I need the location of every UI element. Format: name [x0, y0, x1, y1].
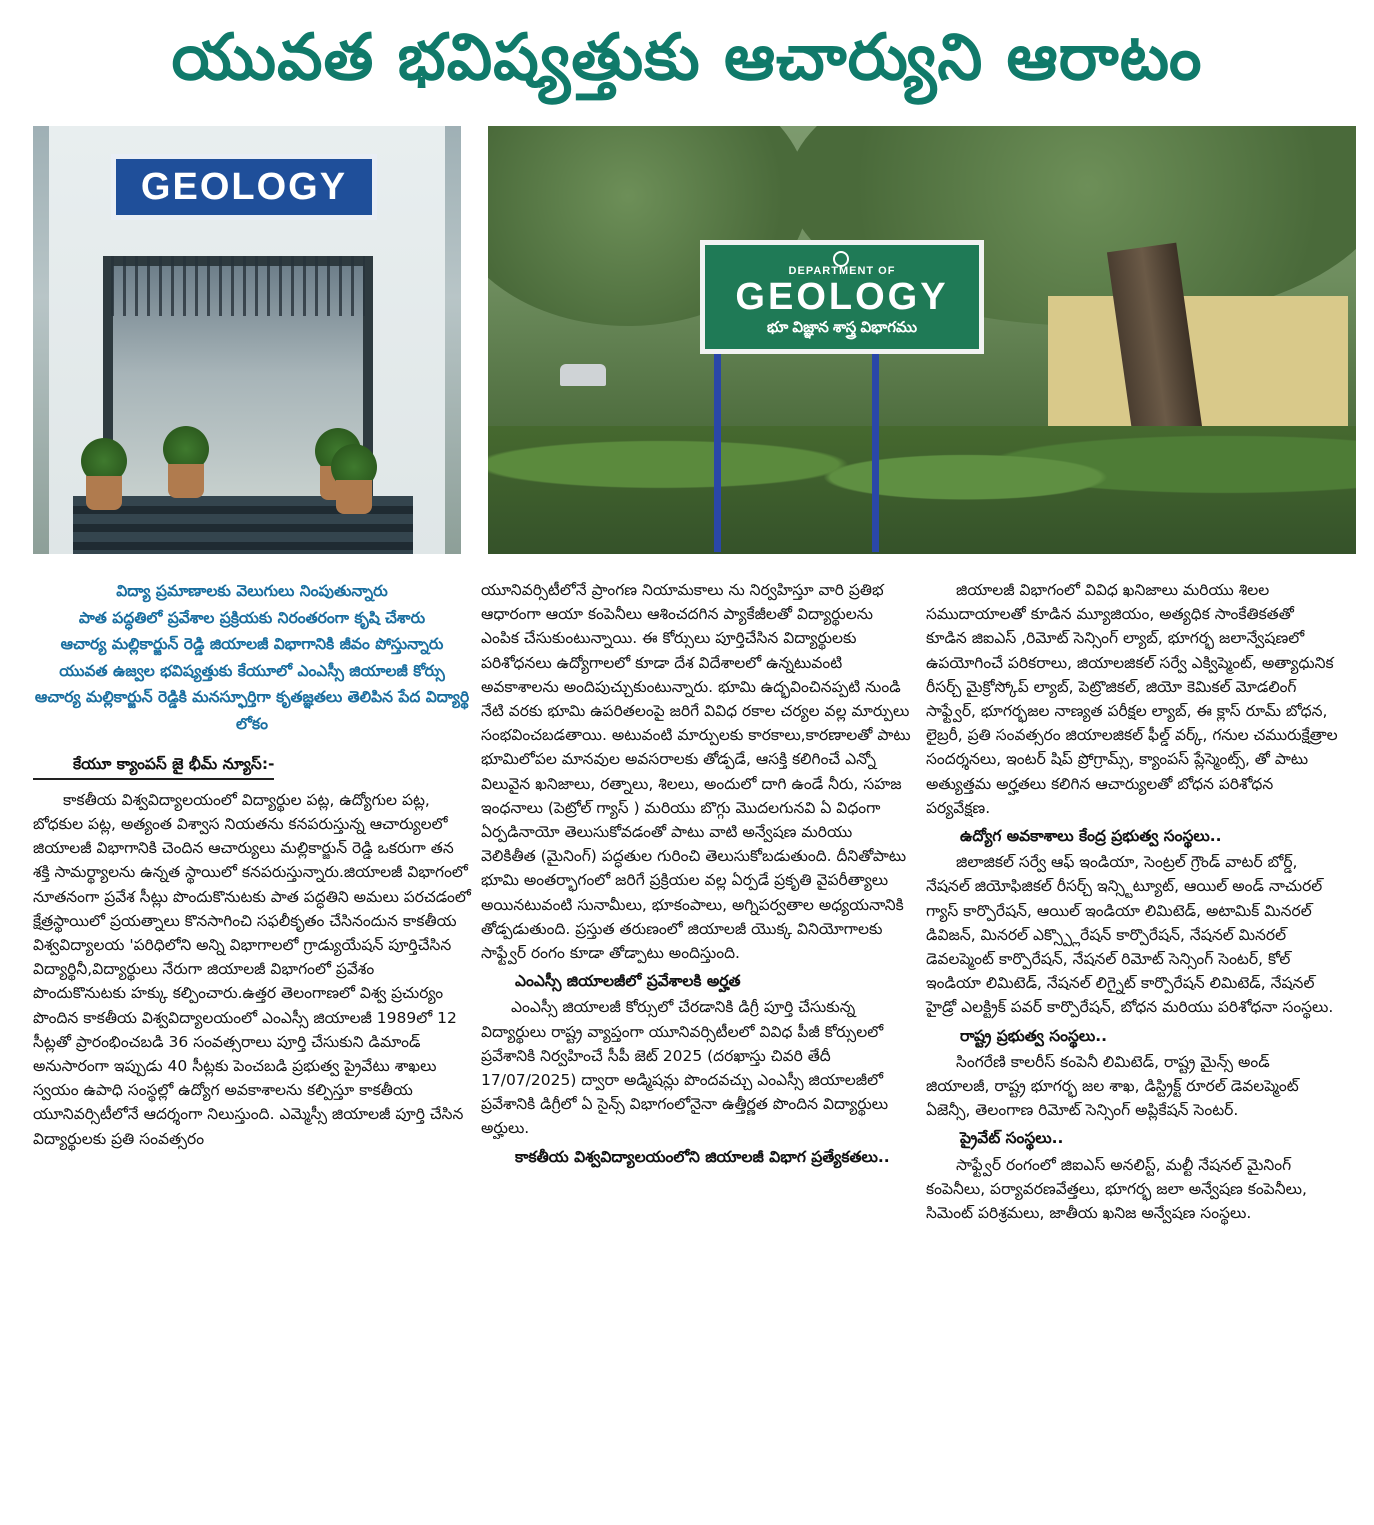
- car-icon: [560, 364, 606, 386]
- article-paragraph: సింగరేణి కాలరీస్ కంపెనీ లిమిటెడ్, రాష్ట్ర మైన్స్ అండ్ జియాలజీ, రాష్ట్ర భూగర్భ జల శాఖ, డిస్ట్రిక్ట్ రూరల్ డెవలప్మెంట్ ఏజెన్సీ, తెలంగాణ రిమోట్ సెన్సింగ్ అప్లికేషన్ సెంటర్.: [926, 1052, 1299, 1120]
- column-3: [926, 578, 1338, 1225]
- highlight-line: యువత ఉజ్వల భవిష్యత్తుకు కేయూలో ఎంఎస్సీ జియాలజీ కోర్సు: [59, 661, 445, 680]
- sign-line-3: భూ విజ్ఞాన శాస్త్ర విభాగము: [766, 319, 918, 336]
- department-sign: [700, 240, 984, 354]
- byline: కేయూ క్యాంపస్ జై భీమ్ న్యూస్:-: [33, 752, 274, 780]
- column-2: [481, 578, 911, 1171]
- sign-line-2: GEOLOGY: [735, 276, 949, 318]
- article-paragraph: జియాలజీ విభాగంలో వివిధ ఖనిజాలు మరియు శిలల సముదాయాలతో కూడిన మ్యూజియం, అత్యధిక సాంకేతికతతో కూడిన జిఐఎస్ ,రిమోట్ సెన్సింగ్ ల్యాబ్, భూగర్భ జలాన్వేషణలో ఉపయోగించే పరికరాలు, జియాలజికల్ సర్వే ఎక్విప్మెంట్, అత్యాధునిక రీసర్చ్ మైక్రోస్కోప్ ల్యాబ్, పెట్రొజికల్, జియో కెమికల్ మోడలింగ్ సాఫ్ట్వేర్, భూగర్భజల నాణ్యత పరీక్షల ల్యాబ్, ఈ క్లాస్ రూమ్ బోధన, లైబ్రరీ, ప్రతి సంవత్సరం జియాలజికల్ ఫీల్డ్ వర్క్, గనుల చమురుక్షేత్రాల సందర్శనలు, ఇంటర్ షిప్ ప్రోగ్రామ్స్, క్యాంపస్ ప్లేస్మెంట్స్, తో పాటు అత్యుత్తమ అర్హతలు కలిగిన ఆచార్యులతో బోధన పరిశోధన పర్యవేక్షణ.: [926, 581, 1338, 817]
- pot-icon: [86, 476, 122, 510]
- headline: యువత భవిష్యత్తుకు ఆచార్యుని ఆరాటం: [171, 21, 1203, 95]
- department-sign-photo: [488, 126, 1356, 554]
- sign-line-1: DEPARTMENT OF: [788, 265, 896, 277]
- section-heading: ఎంఎస్సీ జియాలజీలో ప్రవేశాలకి అర్హత: [515, 972, 741, 991]
- pot-icon: [336, 480, 372, 514]
- geology-sign: GEOLOGY: [111, 154, 377, 220]
- sign-post: [714, 352, 721, 552]
- photo-shrubs: [488, 426, 1356, 554]
- article-paragraph: జిలాజికల్ సర్వే ఆఫ్ ఇండియా, సెంట్రల్ గ్రౌండ్ వాటర్ బోర్డ్, నేషనల్ జియోఫిజికల్ రీసర్చ్ ఇన్స్టిట్యూట్, ఆయిల్ అండ్ నాచురల్ గ్యాస్ కార్పొరేషన్, ఆయిల్ ఇండియా లిమిటెడ్, అటామిక్ మినరల్ డివిజన్, మినరల్ ఎక్స్ప్లొరేషన్ కార్పొరేషన్, నేషనల్ మినరల్ డెవలప్మెంట్ కార్పొరేషన్, నేషనల్ రిమోట్ సెన్సింగ్ సెంటర్, కోల్ ఇండియా లిమిటెడ్, నేషనల్ లిగ్నైట్ కార్పొరేషన్ లిమిటెడ్, నేషనల్ హైడ్రో ఎలక్ట్రిక్ పవర్ కార్పొరేషన్, బోధన మరియు పరిశోధనా సంస్థలు.: [926, 853, 1334, 1017]
- article-paragraph: యూనివర్సిటీలోనే ప్రాంగణ నియామకాలు ను నిర్వహిస్తూ వారి ప్రతిభ ఆధారంగా ఆయా కంపెనీలు ఆశించదగిన ప్యాకేజీలతో విద్యార్థులను ఎంపిక చేసుకుంటున్నాయి. ఈ కోర్సులు పూర్తిచేసిన విద్యార్థులకు పరిశోధనలు ఉద్యోగాలలో కూడా దేశ విదేశాలలో ఉన్నటువంటి అవకాశాలను అందిపుచ్చుకుంటున్నారు. భూమి ఉద్భవించినప్పటి నుండి నేటి వరకు భూమి ఉపరితలంపై జరిగే వివిధ రకాల చర్యల వల్ల మార్పులు సంభవించబడతాయి. అటువంటి మార్పులకు కారకాలు,కారణాలతో పాటు భూమిలోపల మానవుల అవసరాలకు తోడ్పడే, ఆసక్తి కలిగించే ఎన్నో విలువైన ఖనిజాలు, రత్నాలు, శిలలు, అందులో దాగి ఉండే నీరు, సహజ ఇంధనాలు (పెట్రోల్ గ్యాస్ ) మరియు బొగ్గు మొదలగునవి ఏ విధంగా ఏర్పడినాయో తెలుసుకోవడంతో పాటు వాటి అన్వేషణ మరియు వెలికితీత (మైనింగ్) పద్ధతుల గురించి తెలుసుకోబడుతుంది. దీనితోపాటు భూమి అంతర్భాగంలో జరిగే ప్రక్రియల వల్ల ఏర్పడే ప్రకృతి వైపరీత్యాలు అయినటువంటి సునామీలు, భూకంపాలు, అగ్నిపర్వతాల అధ్యయనానికి తోడ్పడుతుంది. ప్రస్తుత తరుణంలో జియాలజీ యొక్క వినియోగాలకు సాఫ్ట్వేర్ రంగం కూడా తోడ్పాటు అందిస్తుంది.: [481, 581, 911, 963]
- highlight-line: ఆచార్య మల్లికార్జున్ రెడ్డికి మనస్ఫూర్తిగా కృతజ్ఞతలు తెలిపిన పేద విద్యార్థి లోకం: [34, 688, 470, 733]
- section-heading: రాష్ట్ర ప్రభుత్వ సంస్థలు..: [960, 1026, 1108, 1045]
- article-paragraph: ఎంఎస్సీ జియాలజీ కోర్సులో చేరడానికి డిగ్రీ పూర్తి చేసుకున్న విద్యార్థులు రాష్ట్ర వ్యాప్తంగా యూనివర్సిటీలలో వివిధ పీజీ కోర్సులలో ప్రవేశానికి నిర్వహించే సీపీ జెట్ 2025 (దరఖాస్తు చివరి తేదీ 17/07/2025) ద్వారా అడ్మిషన్లు పొందవచ్చు ఎంఎస్సీ జియాలజీలో ప్రవేశానికి డిగ్రీలో ఏ సైన్స్ విభాగంలోనైనా ఉత్తీర్ణత పొందిన విద్యార్థులు అర్హులు.: [481, 998, 889, 1138]
- emblem-icon: [833, 251, 849, 267]
- photo-gate: [111, 256, 365, 316]
- highlight-line: పాత పద్ధతిలో ప్రవేశాల ప్రక్రియకు నిరంతరంగా కృషి చేశారు: [78, 608, 426, 627]
- section-heading: కాకతీయ విశ్వవిద్యాలయంలోని జియాలజీ విభాగ ప్రత్యేకతలు..: [515, 1147, 890, 1166]
- section-heading: ఉద్యోగ అవకాశాలు కేంద్ర ప్రభుత్వ సంస్థలు..: [960, 827, 1222, 846]
- sign-post: [872, 352, 879, 552]
- highlight-line: విద్యా ప్రమాణాలకు వెలుగులు నింపుతున్నారు: [116, 582, 388, 600]
- highlight-line: ఆచార్య మల్లికార్జున్ రెడ్డి జియాలజీ విభాగానికి జీవం పోస్తున్నారు: [60, 635, 444, 654]
- article-paragraph: కాకతీయ విశ్వవిద్యాలయంలో విద్యార్థుల పట్ల, ఉద్యోగుల పట్ల, బోధకుల పట్ల, అత్యంత విశ్వాస నియతను కనపరుస్తున్న ఆచార్యులలో జియాలజీ విభాగానికి చెందిన ఆచార్యులు మల్లికార్జున్ రెడ్డి ఒకరుగా తన శక్తి సామర్థ్యాలను ఉన్నత స్థాయిలో కనపరుస్తున్నారు.జియాలజీ విభాగంలో నూతనంగా ప్రవేశ సీట్లు పొందుకొనుటకు పాత పద్ధతిని అమలు పరచడంలో క్షేత్రస్థాయిలో ప్రయత్నాలు కొనసాగించి సఫలీకృతం చేసినందున కాకతీయ విశ్వవిద్యాలయ 'పరిధిలోని అన్ని విభాగాలలో గ్రాడ్యుయేషన్ పూర్తిచేసిన విద్యార్థినీ,విద్యార్థులు నేరుగా జియాలజీ విభాగంలో ప్రవేశం పొందుకొనుటకు హక్కు కల్పించారు.ఉత్తర తెలంగాణలో విశ్వ ప్రచుర్యం పొందిన కాకతీయ విశ్వవిద్యాలయంలో ఎంఎస్సీ జియాలజీ 1989లో 12 సీట్లతో ప్రారంభించబడి 36 సంవత్సరాలు పూర్తి చేసుకుని డిమాండ్ అనుసారంగా ఇప్పుడు 40 సీట్లకు పెంచబడి ప్రభుత్వ ప్రైవేటు శాఖలు స్వయం ఉపాధి సంస్థల్లో ఉద్యోగ అవకాశాలను కల్పిస్తూ కాకతీయ యూనివర్సిటీలోనే ఆదర్శంగా నిలుస్తుంది. ఎమ్మెస్సీ జియాలజీ పూర్తి చేసిన విద్యార్థులకు ప్రతి సంవత్సరం: [33, 790, 471, 1148]
- article-paragraph: సాఫ్ట్వేర్ రంగంలో జిఐఎస్ అనలిస్ట్, మల్టీ నేషనల్ మైనింగ్ కంపెనీలు, పర్యావరణవేత్తలు, భూగర్భ జలా అన్వేషణ కంపెనీలు, సిమెంట్ పరిశ్రమలు, జాతీయ ఖనిజ అన్వేషణ సంస్థలు.: [926, 1155, 1307, 1223]
- highlights-blurb: [33, 578, 471, 738]
- geology-entrance-photo: [33, 126, 461, 554]
- section-heading: ప్రైవేట్ సంస్థలు..: [960, 1129, 1064, 1148]
- column-1: [33, 578, 471, 1151]
- pot-icon: [168, 464, 204, 498]
